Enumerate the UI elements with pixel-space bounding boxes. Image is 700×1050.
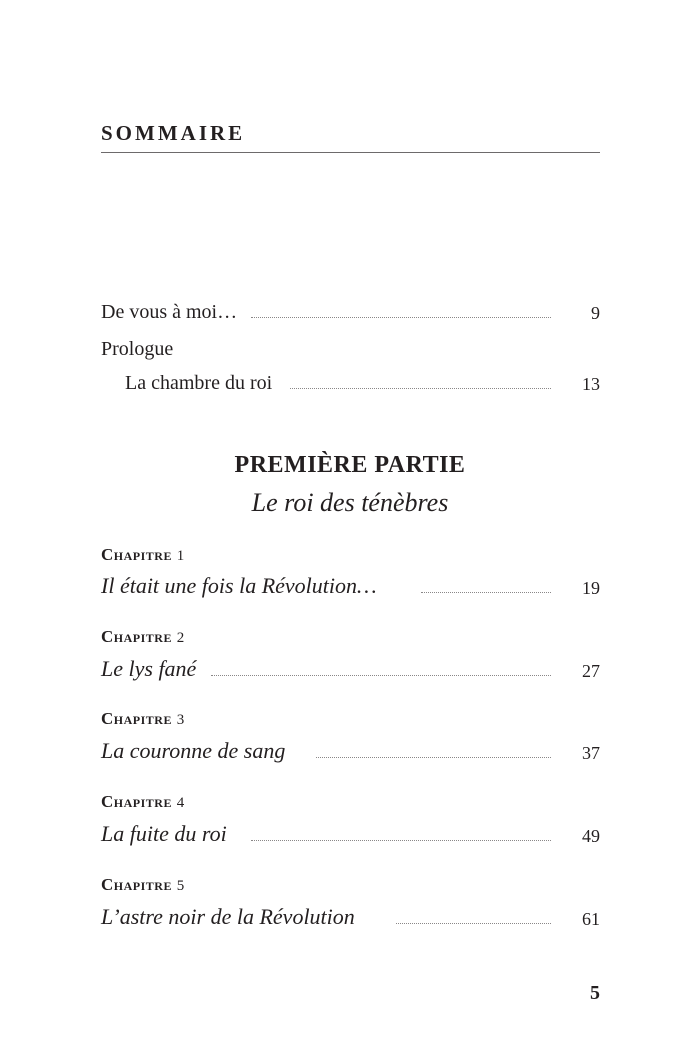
dot-leader xyxy=(290,388,551,389)
toc-entry-chapter-1[interactable] xyxy=(101,571,600,601)
page-title: SOMMAIRE xyxy=(101,121,246,145)
dot-leader xyxy=(251,317,551,318)
chapter-label xyxy=(101,709,185,729)
entry-page-number: 49 xyxy=(582,826,600,846)
dot-leader xyxy=(316,757,551,758)
chapter-word: Chapitre xyxy=(101,627,172,646)
toc-entry-chapter-3[interactable] xyxy=(101,736,600,766)
chapter-word: Chapitre xyxy=(101,709,172,728)
chapter-label xyxy=(101,627,185,647)
entry-page-number: 37 xyxy=(582,743,600,763)
entry-page-number: 27 xyxy=(582,661,600,681)
entry-page-number: 61 xyxy=(582,909,600,929)
entry-title: Prologue xyxy=(101,338,174,360)
entry-title: La fuite du roi xyxy=(101,821,227,846)
toc-entry-preface[interactable] xyxy=(101,296,600,326)
dot-leader xyxy=(396,923,551,924)
entry-title: Il était une fois la Révolution… xyxy=(101,573,377,598)
chapter-word: Chapitre xyxy=(101,545,172,564)
chapter-number: 4 xyxy=(176,795,185,811)
dot-leader xyxy=(251,840,551,841)
toc-entry-prologue xyxy=(101,333,600,363)
entry-title: La chambre du roi xyxy=(125,372,273,394)
chapter-label xyxy=(101,792,185,812)
entry-title: L’astre noir de la Révolution xyxy=(101,904,355,929)
part-title: PREMIÈRE PARTIE xyxy=(234,452,466,478)
entry-page-number: 19 xyxy=(582,578,600,598)
dot-leader xyxy=(211,675,551,676)
chapter-number: 1 xyxy=(176,548,185,564)
dot-leader xyxy=(421,592,551,593)
header-divider xyxy=(101,152,600,153)
chapter-number: 5 xyxy=(176,878,185,894)
toc-entry-prologue-chapter[interactable] xyxy=(125,367,600,397)
entry-page-number: 13 xyxy=(582,374,600,394)
toc-entry-chapter-4[interactable] xyxy=(101,819,600,849)
toc-entry-chapter-2[interactable] xyxy=(101,654,600,684)
toc-entry-chapter-5[interactable] xyxy=(101,902,600,932)
chapter-number: 2 xyxy=(176,630,185,646)
page-number: 5 xyxy=(590,982,600,1004)
chapter-label xyxy=(101,545,185,565)
chapter-word: Chapitre xyxy=(101,875,172,894)
entry-title: Le lys fané xyxy=(101,656,197,681)
entry-title: De vous à moi… xyxy=(101,301,238,323)
entry-title: La couronne de sang xyxy=(101,738,286,763)
part-subtitle: Le roi des ténèbres xyxy=(251,488,449,517)
chapter-label xyxy=(101,875,185,895)
entry-page-number: 9 xyxy=(591,303,600,323)
chapter-number: 3 xyxy=(176,712,185,728)
chapter-word: Chapitre xyxy=(101,792,172,811)
